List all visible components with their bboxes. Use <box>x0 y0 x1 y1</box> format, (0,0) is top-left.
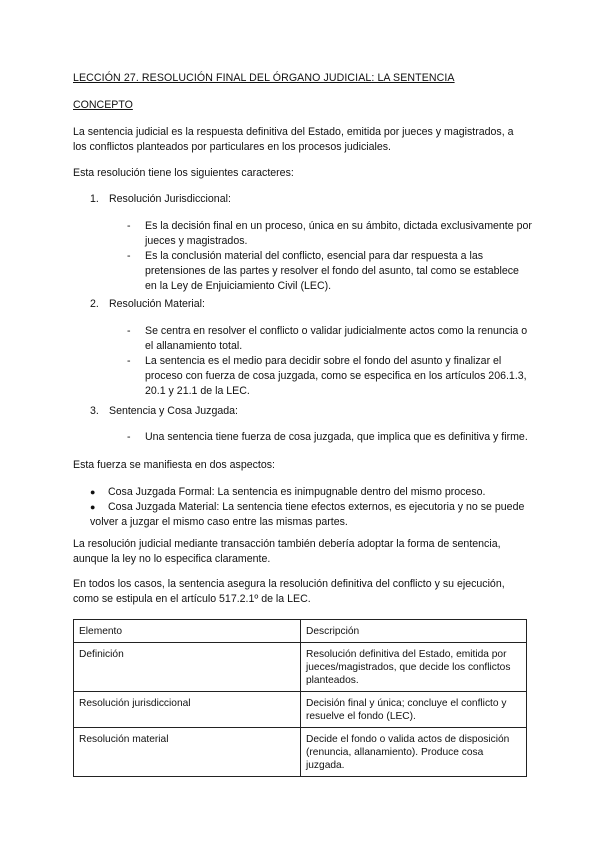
character-number: 1. <box>90 193 99 205</box>
character-label: Resolución Material: <box>109 298 205 310</box>
table-row <box>74 728 527 777</box>
list-item: - Una sentencia tiene fuerza de cosa juzgada, que implica que es definitiva y firme. <box>127 430 532 445</box>
character-heading <box>90 297 205 312</box>
character-items <box>127 430 532 445</box>
list-item: - Es la decisión final en un proceso, única en su ámbito, dictada exclusivamente por jueces y magistrados. <box>127 219 532 249</box>
bullet-icon: ● <box>90 487 96 497</box>
aspect-text: Cosa Juzgada Material: La sentencia tiene efectos externos, es ejecutoria y no se puede <box>108 501 525 513</box>
table-cell: Resolución definitiva del Estado, emitida por jueces/magistrados, que decide los conflictos planteados. <box>301 643 527 692</box>
characters-intro: Esta resolución tiene los siguientes caracteres: <box>73 167 294 179</box>
summary-table <box>73 619 527 777</box>
character-items <box>127 219 532 294</box>
list-item: - Es la conclusión material del conflicto, esencial para dar respuesta a las pretensiones de las partes y resolver el fondo del asunto, tal como se establece en la Ley de Enjuiciamiento Civil (LEC). <box>127 249 532 294</box>
table-header-cell: Descripción <box>301 620 527 643</box>
list-item <box>90 500 530 530</box>
table-header-row <box>74 620 527 643</box>
table-cell: Decide el fondo o valida actos de disposición (renuncia, allanamiento). Produce cosa juzgada. <box>301 728 527 777</box>
character-number: 3. <box>90 405 99 417</box>
table-row <box>74 692 527 728</box>
aspects-intro: Esta fuerza se manifiesta en dos aspectos: <box>73 459 275 471</box>
character-number: 2. <box>90 298 99 310</box>
table-cell: Definición <box>74 643 301 692</box>
section-heading: CONCEPTO <box>73 99 133 111</box>
character-heading <box>90 404 238 419</box>
list-item: - La sentencia es el medio para decidir sobre el fondo del asunto y finalizar el proceso con fuerza de cosa juzgada, como se especifica en los artículos 206.1.3, 20.1 y 21.1 de la LEC. <box>127 354 532 399</box>
list-item <box>90 485 530 500</box>
table-cell: Decisión final y única; concluye el conflicto y resuelve el fondo (LEC). <box>301 692 527 728</box>
character-items <box>127 324 532 399</box>
page-title: LECCIÓN 27. RESOLUCIÓN FINAL DEL ÓRGANO JUDICIAL: LA SENTENCIA <box>73 72 455 84</box>
character-label: Sentencia y Cosa Juzgada: <box>109 405 238 417</box>
table-cell: Resolución material <box>74 728 301 777</box>
list-item: - Se centra en resolver el conflicto o validar judicialmente actos como la renuncia o el allanamiento total. <box>127 324 532 354</box>
character-label: Resolución Jurisdiccional: <box>109 193 231 205</box>
aspect-text-continued: volver a juzgar el mismo caso entre las mismas partes. <box>90 516 348 528</box>
bullet-icon: ● <box>90 502 96 512</box>
aspects-list <box>90 485 530 530</box>
table-cell: Resolución jurisdiccional <box>74 692 301 728</box>
character-heading <box>90 192 231 207</box>
table-header-cell: Elemento <box>74 620 301 643</box>
intro-paragraph: La sentencia judicial es la respuesta definitiva del Estado, emitida por jueces y magistrados, a los conflictos planteados por particulares en los procesos judiciales. <box>73 126 514 153</box>
transaction-paragraph: La resolución judicial mediante transacción también debería adoptar la forma de sentencia, aunque la ley no lo especifica claramente. <box>73 538 501 565</box>
table-row <box>74 643 527 692</box>
aspect-text: Cosa Juzgada Formal: La sentencia es inimpugnable dentro del mismo proceso. <box>108 486 486 498</box>
closing-paragraph: En todos los casos, la sentencia asegura la resolución definitiva del conflicto y su ejecución, como se estipula en el artículo 517.2.1º de la LEC. <box>73 578 505 605</box>
